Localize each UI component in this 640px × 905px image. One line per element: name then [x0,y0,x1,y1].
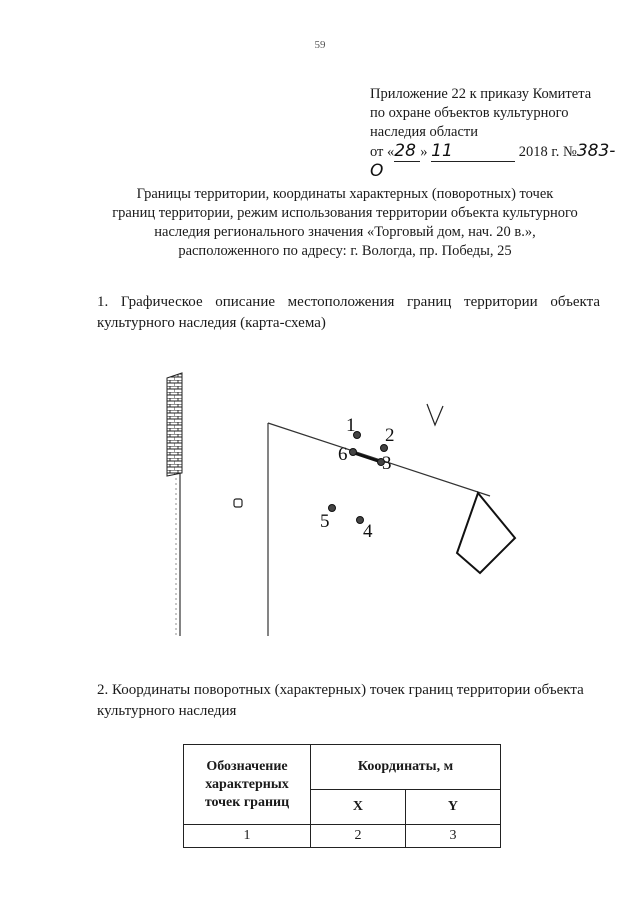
col-header-coordinates: Координаты, м [311,745,501,790]
map-label-5: 5 [320,511,330,532]
section-1-title: 1. Графическое описание местоположения границ территории объекта культурного наследия (карта-схема) [97,294,600,331]
map-label-3: 3 [382,453,392,474]
map-small-square [234,499,242,507]
handwritten-month: 11 [431,142,515,162]
map-label-2: 2 [385,425,395,446]
table-cell: 2 [311,825,406,848]
map-point-5 [329,505,336,512]
appendix-line-1: Приложение 22 к приказу Комитета [370,86,592,102]
appendix-line-3: наследия области [370,124,479,140]
map-north-sign [427,404,443,425]
heading-line-4: расположенного по адресу: г. Вологда, пр. Победы, 25 [178,243,512,259]
heading-line-2: границ территории, режим использования территории объекта культурного [112,205,578,221]
date-mid: » [420,144,428,160]
col-header-point: Обозначение характерных точек границ [184,745,311,825]
handwritten-day: 28 [394,142,420,162]
map-label-6: 6 [338,444,348,465]
neighbor-building [457,493,515,573]
table-cell: 3 [405,825,500,848]
document-heading [100,185,590,261]
map-label-4: 4 [363,521,373,542]
col-header-y: Y [405,790,500,825]
page-number: 59 [314,39,326,51]
appendix-line-2: по охране объектов культурного [370,105,569,121]
map-label-1: 1 [346,415,356,436]
table-cell: 1 [184,825,311,848]
year-text: 2018 г. № [518,144,577,160]
handwritten-order-number: 383-О [370,141,616,181]
coordinates-table [183,744,501,848]
date-prefix: от « [370,144,395,160]
col-header-x: X [311,790,406,825]
heading-line-3: наследия регионального значения «Торговый дом, нач. 20 в.», [154,224,536,240]
heading-line-1: Границы территории, координаты характерных (поворотных) точек [136,186,554,202]
appendix-date-line [370,142,620,182]
section-2-title: 2. Координаты поворотных (характерных) точек границ территории объекта культурного наследия [97,682,584,719]
site-map [150,368,600,638]
appendix-header [370,85,620,182]
map-segment-6-3 [354,453,381,462]
map-point-6 [350,449,357,456]
brick-building [167,373,182,476]
